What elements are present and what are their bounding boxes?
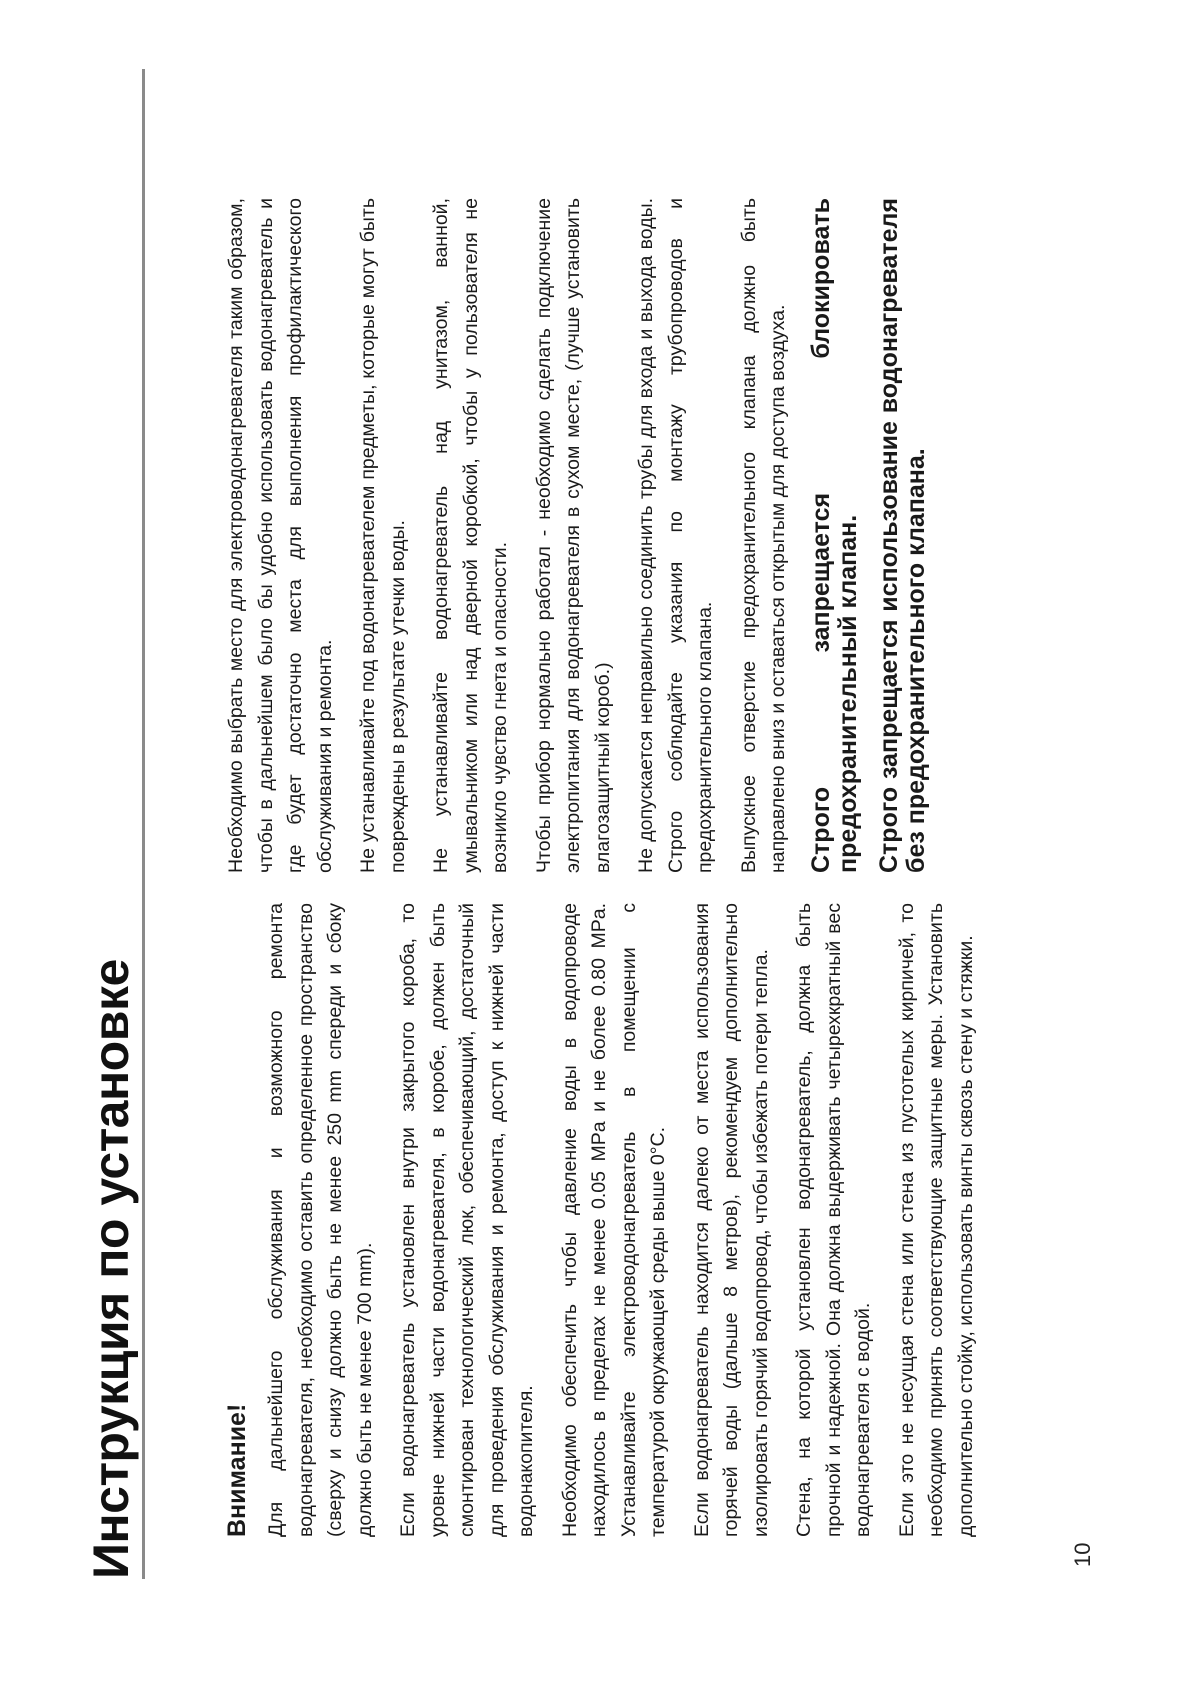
paragraph: Если водонагреватель установлен внутри закрытого короба, то уровне нижней части водонагревателя, в коробе, должен быть смонтирован технологический люк, обеспечивающий, достаточный для проведения обслуживания и ремонта, доступ к нижней части водонакопителя. — [397, 903, 537, 1537]
paragraph: Стена, на которой установлен водонагреватель, должна быть прочной и надежной. Она должна выдерживать четырехкратный вес водонагревателя с водой. — [793, 903, 874, 1537]
warning-text: Строго запрещается использование водонагревателя без предохранительного клапана. — [874, 198, 930, 873]
paragraph: Если это не несущая стена или стена из пустотелых кирпичей, то необходимо принять соответствующие защитные меры. Установить дополнительно стойку, использовать винты сквозь стену и стяжки. — [895, 903, 977, 1537]
paragraph: Если водонагреватель находится далеко от места использования горячей воды (дальше 8 метров), рекомендуем дополнительно изолировать горячий водопровод, чтобы избежать потери тепла. — [690, 903, 772, 1537]
title-divider — [142, 69, 145, 1579]
paragraph: Для дальнейшего обслуживания и возможного ремонта водонагревателя, необходимо оставить определенное пространство (сверху и снизу должно быть не менее 250 mm спереди и сбоку должно быть не менее 700 mm). — [265, 903, 376, 1537]
warning-text: Строго запрещается блокировать предохранительный клапан. — [806, 198, 862, 873]
left-column — [222, 903, 995, 1537]
paragraph: Чтобы прибор нормально работал - необходимо сделать подключение электропитания для водонагревателя в сухом месте, (лучше установить влагозащитный короб.) — [532, 198, 614, 873]
paragraph: Необходимо обеспечить чтобы давление воды в водопроводе находилось в пределах не менее 0.05 MPa и не более 0.80 MPa. Устанавливайте электроводонагреватель в помещении с температурой окружающей среды выше 0°С. — [558, 903, 669, 1537]
page-title: Инструкция по установке — [83, 959, 139, 1579]
paragraph: Необходимо выбрать место для электроводонагревателя таким образом, чтобы в дальнейшем было бы удобно использовать водонагреватель и где будет достаточно места для выполнения профилактического обслуживания и ремонта. — [225, 198, 336, 873]
page-number: 10 — [1070, 1542, 1095, 1567]
paragraph: Не устанавливайте под водонагревателем предметы, которые могут быть повреждены в результате утечки воды. — [357, 198, 409, 873]
paragraph: Выпускное отверстие предохранительного клапана должно быть направлено вниз и оставаться открытым для доступа воздуха. — [737, 198, 789, 873]
attention-heading: Внимание! — [223, 1403, 251, 1537]
right-column — [222, 198, 944, 873]
paragraph: Не устанавливайте водонагреватель над унитазом, ванной, умывальником или над дверной коробкой, чтобы у пользователя не возникло чувство гнета и опасности. — [430, 198, 511, 873]
paragraph: Не допускается неправильно соединить трубы для входа и выхода воды. Строго соблюдайте указания по монтажу трубопроводов и предохранительного клапана. — [635, 198, 716, 873]
